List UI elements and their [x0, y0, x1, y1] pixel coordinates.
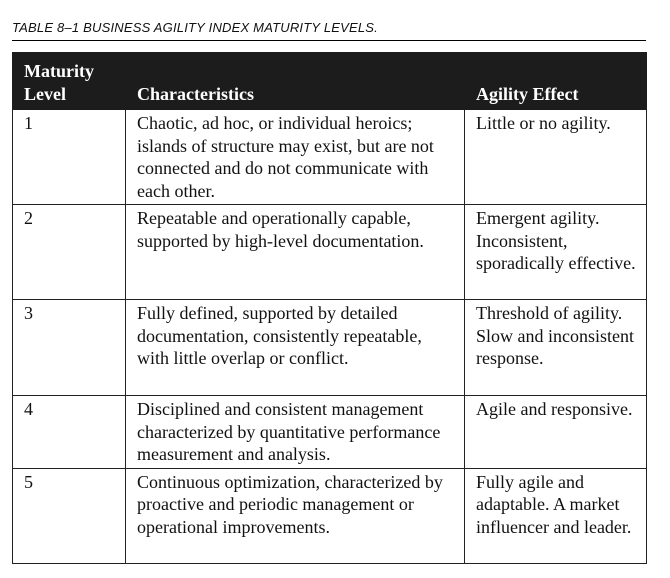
cell-agility-effect: Fully agile and adaptable. A market influencer and leader.: [465, 468, 647, 563]
header-maturity-level-line1: Maturity: [24, 61, 94, 81]
cell-level: 2: [13, 205, 126, 300]
cell-characteristics: Chaotic, ad hoc, or individual heroics; islands of structure may exist, but are not connected and do not communicate with each other.: [126, 110, 465, 205]
cell-level: 3: [13, 300, 126, 396]
cell-agility-effect: Little or no agility.: [465, 110, 647, 205]
cell-agility-effect: Emergent agility. Inconsistent, sporadically effective.: [465, 205, 647, 300]
table-row: [13, 110, 647, 205]
header-maturity-level-line2: Level: [24, 83, 66, 104]
caption-rule: [12, 40, 646, 41]
table-caption: TABLE 8–1 BUSINESS AGILITY INDEX MATURITY LEVELS.: [12, 20, 378, 35]
table-row: [13, 205, 647, 300]
maturity-levels-table: [12, 52, 647, 564]
header-row: [13, 53, 647, 110]
table-row: [13, 300, 647, 396]
cell-level: 5: [13, 468, 126, 563]
table-body: [13, 110, 647, 564]
table-row: [13, 396, 647, 469]
header-agility-effect: Agility Effect: [465, 53, 647, 110]
cell-agility-effect: Agile and responsive.: [465, 396, 647, 469]
cell-level: 1: [13, 110, 126, 205]
cell-agility-effect: Threshold of agility. Slow and inconsistent response.: [465, 300, 647, 396]
cell-characteristics: Disciplined and consistent management characterized by quantitative performance measurement and analysis.: [126, 396, 465, 469]
table-header: [13, 53, 647, 110]
table-row: [13, 468, 647, 563]
header-maturity-level: [13, 53, 126, 110]
cell-characteristics: Continuous optimization, characterized by proactive and periodic management or operational improvements.: [126, 468, 465, 563]
cell-characteristics: Fully defined, supported by detailed documentation, consistently repeatable, with little overlap or conflict.: [126, 300, 465, 396]
cell-level: 4: [13, 396, 126, 469]
header-characteristics: Characteristics: [126, 53, 465, 110]
cell-characteristics: Repeatable and operationally capable, supported by high-level documentation.: [126, 205, 465, 300]
